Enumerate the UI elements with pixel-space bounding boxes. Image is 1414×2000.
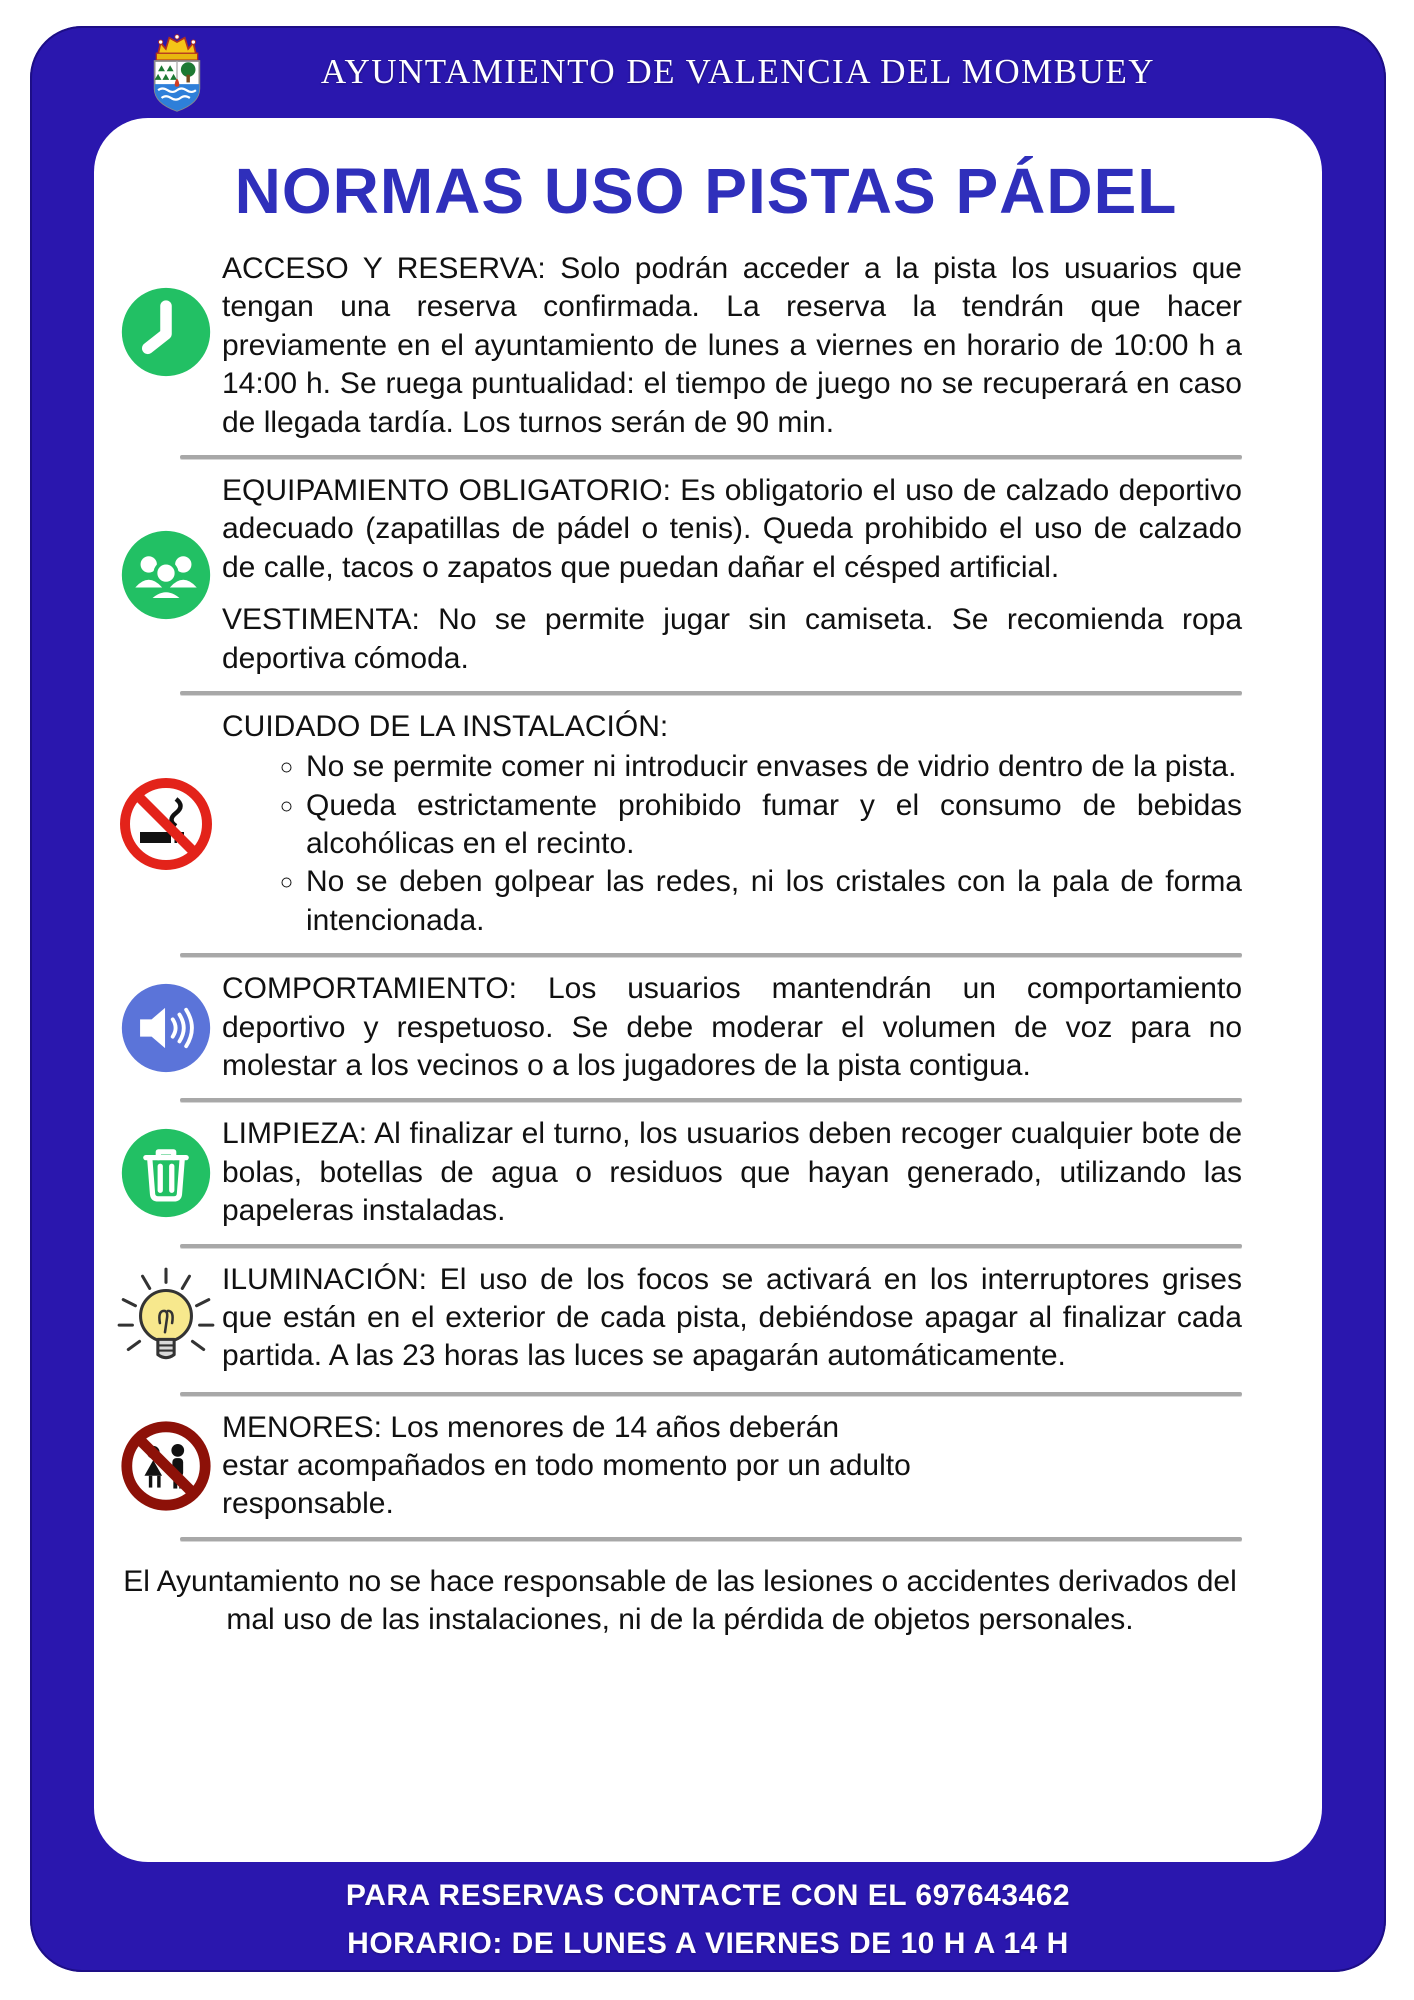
header: [30, 26, 1386, 118]
group-icon: [118, 527, 214, 623]
footer-contact-line: PARA RESERVAS CONTACTE CON EL 697643462: [345, 1879, 1071, 1912]
rule-text-column: [222, 708, 1242, 940]
no-smoking-icon: [116, 774, 216, 874]
rule-text-column: [222, 250, 1242, 442]
section-comportamiento: [110, 970, 1242, 1085]
rule-bullet: ◦ No se permite comer ni introducir envases de vidrio dentro de la pista.: [306, 748, 1242, 786]
rule-bullet: ◦ No se deben golpear las redes, ni los cristales con la pala de forma intencionada.: [306, 863, 1242, 940]
icon-column: [110, 1409, 222, 1524]
section-cuidado-instalacion: [110, 708, 1242, 940]
lightbulb-icon: [110, 1261, 222, 1379]
section-equipamiento: [110, 472, 1242, 678]
section-acceso-reserva: [110, 250, 1242, 442]
rule-paragraph: EQUIPAMIENTO OBLIGATORIO: Es obligatorio el uso de calzado deportivo adecuado (zapatillas de pádel o tenis). Queda prohibido el uso de calzado de calle, tacos o zapatos que puedan dañar el césped artificial.: [222, 473, 1242, 584]
rule-text-column: [222, 970, 1242, 1085]
coat-of-arms: [142, 30, 212, 116]
content-panel: [94, 118, 1322, 1862]
rule-paragraph: VESTIMENTA: No se permite jugar sin camiseta. Se recomienda ropa deportiva cómoda.: [222, 603, 1242, 675]
poster-title: NORMAS USO PISTAS PÁDEL: [234, 155, 1178, 227]
liability-disclaimer: El Ayuntamiento no se hace responsable de las lesiones o accidentes derivados del mal uso de las instalaciones, ni de la pérdida de objetos personales.: [123, 1564, 1237, 1637]
rule-text-column: [222, 472, 1242, 678]
footer: [30, 1878, 1386, 1962]
municipality-title: AYUNTAMIENTO DE VALENCIA DEL MOMBUEY: [320, 52, 1156, 91]
rule-text-column: [222, 1261, 1242, 1379]
clock-icon: [118, 284, 214, 380]
icon-column: [110, 250, 222, 442]
rule-paragraph: MENORES: Los menores de 14 años deberán estar acompañados en todo momento por un adulto responsable.: [222, 1410, 911, 1521]
rule-paragraph: COMPORTAMIENTO: Los usuarios mantendrán un comportamiento deportivo y respetuoso. Se debe moderar el volumen de voz para no molestar a los vecinos o a los jugadores de la pista contigua.: [222, 972, 1242, 1083]
rule-text-column: [222, 1409, 1242, 1524]
icon-column: [110, 472, 222, 678]
trash-icon: [118, 1125, 214, 1221]
rule-paragraph: LIMPIEZA: Al finalizar el turno, los usuarios deben recoger cualquier bote de bolas, botellas de agua o residuos que hayan generado, utilizando las papeleras instaladas.: [222, 1117, 1242, 1228]
footer-schedule-line: HORARIO: DE LUNES A VIERNES DE 10 H A 14 H: [347, 1927, 1069, 1960]
section-divider: [180, 1537, 1242, 1541]
section-menores: [110, 1409, 1242, 1524]
section-divider: [180, 455, 1242, 459]
section-divider: [180, 953, 1242, 957]
rule-paragraph: ACCESO Y RESERVA: Solo podrán acceder a la pista los usuarios que tengan una reserva confirmada. La reserva la tendrán que hacer previamente en el ayuntamiento de lunes a viernes en horario de 10:00 h a 14:00 h. Se ruega puntualidad: el tiempo de juego no se recuperará en caso de llegada tardía. Los turnos serán de 90 min.: [222, 252, 1242, 439]
section-divider: [180, 1098, 1242, 1102]
icon-column: [110, 1261, 222, 1379]
rule-paragraph: ILUMINACIÓN: El uso de los focos se activará en los interruptores grises que están en el exterior de cada pista, debiéndose apagar al finalizar cada partida. A las 23 horas las luces se apagarán automáticamente.: [222, 1262, 1242, 1373]
rule-bullet-list: [222, 748, 1242, 940]
rule-text-column: [222, 1115, 1242, 1230]
rule-heading: CUIDADO DE LA INSTALACIÓN:: [222, 709, 669, 743]
section-limpieza: [110, 1115, 1242, 1230]
section-divider: [180, 691, 1242, 695]
speaker-icon: [118, 980, 214, 1076]
section-iluminacion: [110, 1261, 1242, 1379]
poster-card: [30, 26, 1386, 1972]
icon-column: [110, 970, 222, 1085]
icon-column: [110, 708, 222, 940]
section-divider: [180, 1244, 1242, 1248]
icon-column: [110, 1115, 222, 1230]
section-divider: [180, 1392, 1242, 1396]
no-children-icon: [117, 1417, 215, 1515]
rule-bullet: ◦ Queda estrictamente prohibido fumar y el consumo de bebidas alcohólicas en el recinto.: [306, 787, 1242, 864]
